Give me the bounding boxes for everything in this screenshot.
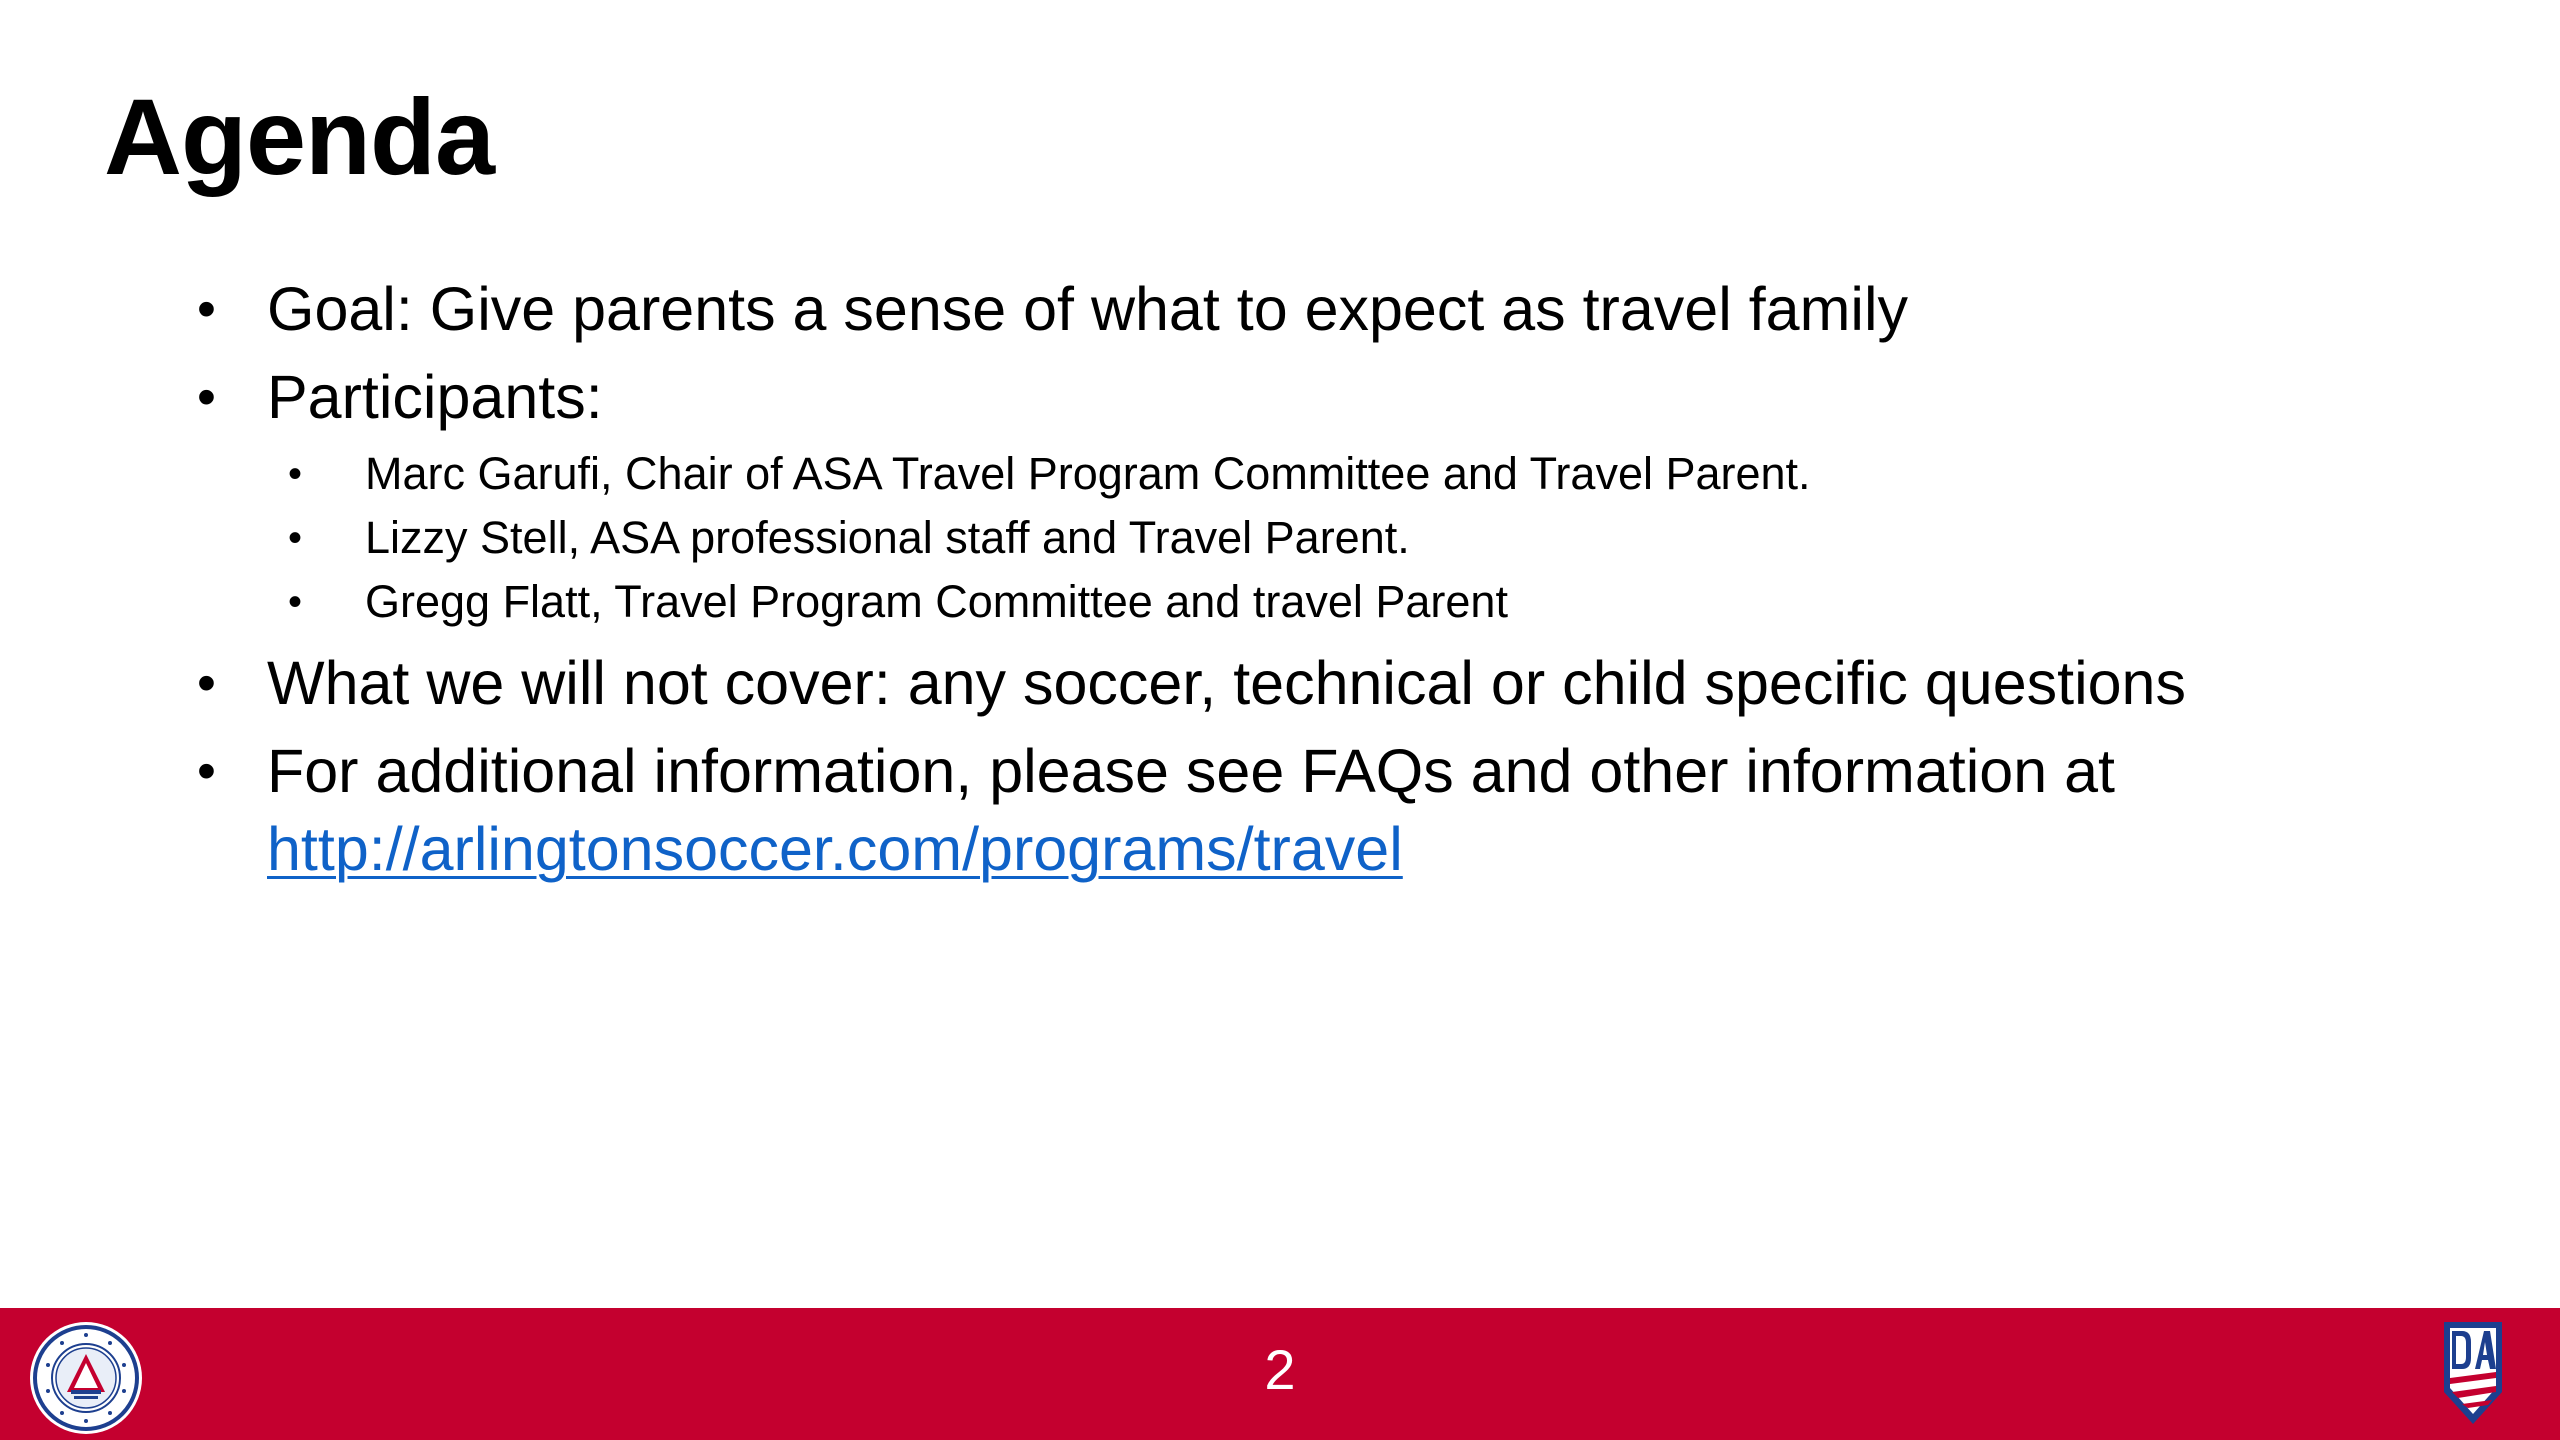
bullet-icon: • — [288, 452, 303, 496]
agenda-item-text: For additional information, please see FAQs and other information at — [267, 737, 2115, 805]
bullet-icon: • — [288, 516, 303, 560]
participant-text: Gregg Flatt, Travel Program Committee and travel Parent — [365, 576, 1508, 627]
footer-bar — [0, 1308, 2560, 1440]
participant-item — [195, 506, 2395, 570]
participants-list — [267, 442, 2395, 634]
participant-text: Marc Garufi, Chair of ASA Travel Program Committee and Travel Parent. — [365, 448, 1811, 499]
slide-title: Agenda — [104, 76, 495, 197]
bullet-icon: • — [197, 741, 216, 801]
bullet-icon: • — [197, 279, 216, 339]
agenda-item-text: What we will not cover: any soccer, technical or child specific questions — [267, 649, 2186, 717]
agenda-item-additional-info — [195, 732, 2395, 888]
bullet-icon: • — [197, 653, 216, 713]
travel-program-link[interactable]: http://arlingtonsoccer.com/programs/travel — [267, 815, 1403, 883]
agenda-item-goal — [195, 270, 2395, 348]
participant-item — [195, 442, 2395, 506]
participant-item — [195, 570, 2395, 634]
bullet-icon: • — [197, 367, 216, 427]
agenda-item-text: Participants: — [267, 363, 603, 431]
arlington-soccer-association-seal-icon — [28, 1320, 144, 1436]
page-number: 2 — [1264, 1338, 1296, 1401]
da-shield-logo-icon — [2440, 1318, 2506, 1428]
bullet-icon: • — [288, 580, 303, 624]
agenda-item-not-covered — [195, 644, 2395, 722]
agenda-item-participants — [195, 358, 2395, 634]
agenda-item-text: Goal: Give parents a sense of what to expect as travel family — [267, 275, 1909, 343]
agenda-bullet-list — [195, 270, 2395, 898]
participant-text: Lizzy Stell, ASA professional staff and Travel Parent. — [365, 512, 1410, 563]
